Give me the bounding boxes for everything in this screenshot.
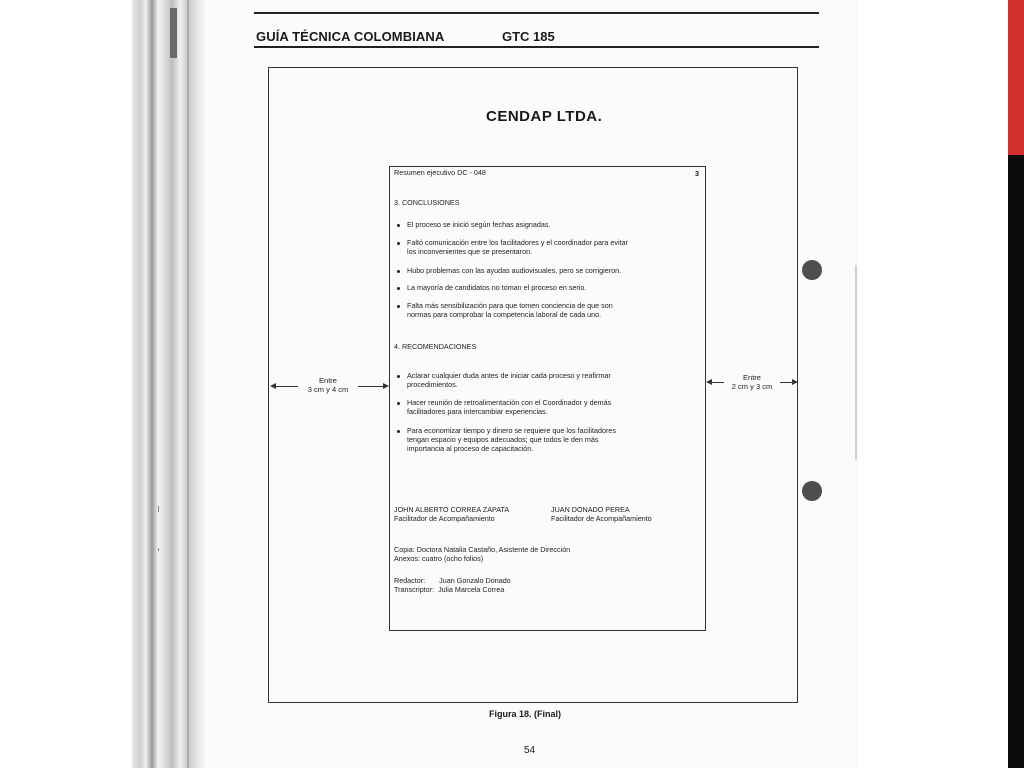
transcriber-label: Transcriptor: [394, 585, 435, 594]
conclusion-item-2 [407, 238, 628, 256]
transcriber-name: Julia Marcela Correa [438, 585, 505, 594]
bullet [397, 270, 400, 273]
letter-page-number: 3 [695, 169, 699, 178]
signer-role: Facilitador de Acompañamiento [394, 514, 495, 523]
punch-hole-icon [802, 481, 822, 501]
bullet [397, 224, 400, 227]
label-line: Entre [743, 373, 761, 382]
line: Faltó comunicación entre los facilitadores y el coordinador para evitar [407, 238, 628, 247]
copy-annex-block [394, 545, 570, 563]
line: Aclarar cualquier duda antes de iniciar cada proceso y reafirmar [407, 371, 611, 380]
header-rule-bottom [254, 46, 819, 48]
signer-role: Facilitador de Acompañamiento [551, 514, 652, 523]
line: normas para comprobar la competencia laboral de cada uno. [407, 310, 602, 319]
arrow-left-icon [270, 383, 276, 389]
line: Falta más sensibilización para que tomen conciencia de que son [407, 301, 613, 310]
document-code: GTC 185 [502, 29, 555, 44]
accent-bar-red [1008, 0, 1024, 155]
punch-hole-icon [802, 260, 822, 280]
scan-speck [158, 548, 159, 551]
line: Hubo problemas con las ayudas audiovisuales, pero se corrigieron. [407, 266, 622, 275]
letter-reference: Resumen ejecutivo DC - 048 [394, 168, 486, 177]
copy-line: Copia: Doctora Natalia Castaño, Asistente de Dirección [394, 545, 571, 554]
right-margin-label [724, 373, 780, 391]
recommendations-heading: 4. RECOMENDACIONES [394, 342, 477, 351]
conclusion-item-1 [407, 220, 550, 229]
signature-block-1 [394, 505, 509, 523]
label-line: Entre [319, 376, 337, 385]
line: La mayoría de candidatos no toman el proceso en serio. [407, 283, 587, 292]
arrow-left-icon [706, 379, 712, 385]
writer-line [394, 576, 511, 585]
bullet [397, 305, 400, 308]
bullet [397, 242, 400, 245]
binding-line [187, 0, 189, 768]
recommendation-item-3 [407, 426, 616, 453]
label-line: 3 cm y 4 cm [307, 385, 349, 394]
line: procedimientos. [407, 380, 458, 389]
writer-name: Juan Gonzalo Donado [439, 576, 511, 585]
annexes-line: Anexos: cuatro (ocho folios) [394, 554, 484, 563]
conclusion-item-4 [407, 283, 586, 292]
page-edge [855, 265, 857, 460]
document-series-title: GUÍA TÉCNICA COLOMBIANA [256, 29, 445, 44]
recommendation-item-1 [407, 371, 611, 389]
accent-bar-black [1008, 155, 1024, 768]
line: importancia al proceso de capacitación. [407, 444, 534, 453]
company-name: CENDAP LTDA. [486, 108, 603, 125]
conclusions-heading: 3. CONCLUSIONES [394, 198, 460, 207]
line: facilitadores para intercambiar experiencias. [407, 407, 548, 416]
line: tengan espacio y equipos adecuados; que todos le den más [407, 435, 599, 444]
signature-block-2 [551, 505, 652, 523]
signer-name: JUAN DONADO PEREA [551, 505, 630, 514]
letter-sheet [389, 166, 706, 631]
scan-speck [158, 506, 159, 512]
bullet [397, 430, 400, 433]
label-line: 2 cm y 3 cm [731, 382, 773, 391]
line: los inconvenientes que se presentaron. [407, 247, 533, 256]
signer-name: JOHN ALBERTO CORREA ZAPATA [394, 505, 510, 514]
recommendation-item-2 [407, 398, 611, 416]
conclusion-item-3 [407, 266, 621, 275]
bullet [397, 287, 400, 290]
line: El proceso se inició según fechas asignadas. [407, 220, 551, 229]
left-margin-label [298, 376, 358, 394]
conclusion-item-5 [407, 301, 613, 319]
line: Para economizar tiempo y dinero se requiere que los facilitadores [407, 426, 616, 435]
credits-block [394, 576, 511, 594]
binding-shadow [132, 0, 206, 768]
arrow-right-icon [792, 379, 798, 385]
binding-mark [170, 8, 177, 58]
page-number: 54 [524, 745, 536, 756]
transcriber-line [394, 585, 511, 594]
bullet [397, 375, 400, 378]
writer-label: Redactor: [394, 576, 426, 585]
arrow-right-icon [383, 383, 389, 389]
bullet [397, 402, 400, 405]
header-rule-top [254, 12, 819, 14]
line: Hacer reunión de retroalimentación con el Coordinador y demás [407, 398, 612, 407]
figure-caption: Figura 18. (Final) [489, 709, 562, 719]
